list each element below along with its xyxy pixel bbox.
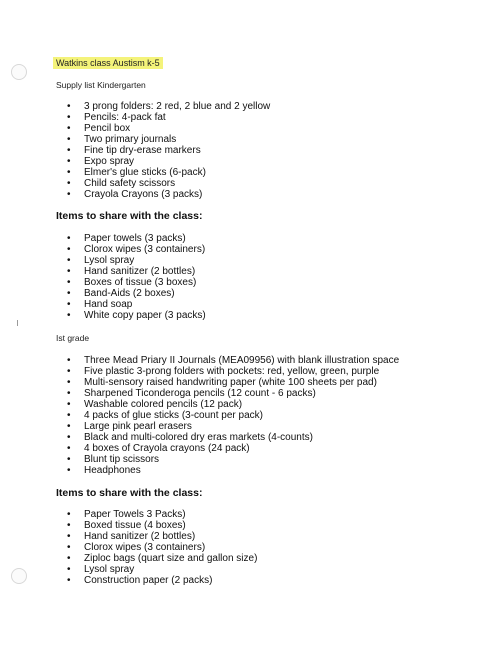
list-item: • Multi-sensory raised handwriting paper (white 100 sheets per pad)	[67, 377, 399, 388]
list-item: • 4 boxes of Crayola crayons (24 pack)	[67, 443, 399, 454]
list-item: • Paper Towels 3 Packs)	[67, 509, 257, 520]
list-item: • Five plastic 3-prong folders with pockets: red, yellow, green, purple	[67, 366, 399, 377]
list-item: • Elmer's glue sticks (6-pack)	[67, 167, 270, 178]
list-item: • Boxed tissue (4 boxes)	[67, 520, 257, 531]
list-item: • Ziploc bags (quart size and gallon size)	[67, 553, 257, 564]
kindergarten-label: Supply list Kindergarten	[56, 80, 146, 90]
list-item: • Headphones	[67, 465, 399, 476]
list-item: • Crayola Crayons (3 packs)	[67, 189, 270, 200]
list-item: • Three Mead Priary II Journals (MEA09956) with blank illustration space	[67, 355, 399, 366]
kindergarten-share-heading: Items to share with the class:	[56, 210, 203, 222]
first-grade-supply-list	[67, 355, 399, 476]
kindergarten-share-list	[67, 233, 206, 321]
list-item: • Fine tip dry-erase markers	[67, 145, 270, 156]
list-item: • Hand sanitizer (2 bottles)	[67, 531, 257, 542]
list-item: • Boxes of tissue (3 boxes)	[67, 277, 206, 288]
list-item: • Washable colored pencils (12 pack)	[67, 399, 399, 410]
list-item: • Pencils: 4-pack fat	[67, 112, 270, 123]
list-item: • Pencil box	[67, 123, 270, 134]
list-item: • Band-Aids (2 boxes)	[67, 288, 206, 299]
first-grade-share-list	[67, 509, 257, 586]
list-item: • 3 prong folders: 2 red, 2 blue and 2 yellow	[67, 101, 270, 112]
margin-mark	[17, 320, 18, 326]
list-item: • 4 packs of glue sticks (3-count per pack)	[67, 410, 399, 421]
list-item: • Two primary journals	[67, 134, 270, 145]
list-item: • Sharpened Ticonderoga pencils (12 count - 6 packs)	[67, 388, 399, 399]
list-item: • Clorox wipes (3 containers)	[67, 542, 257, 553]
binder-hole-bottom	[11, 568, 27, 584]
document-title: Watkins class Austism k-5	[53, 57, 163, 69]
list-item: • Lysol spray	[67, 255, 206, 266]
list-item: • Black and multi-colored dry eras markets (4-counts)	[67, 432, 399, 443]
kindergarten-supply-list	[67, 101, 270, 200]
list-item: • Large pink pearl erasers	[67, 421, 399, 432]
list-item: • White copy paper (3 packs)	[67, 310, 206, 321]
list-item: • Hand sanitizer (2 bottles)	[67, 266, 206, 277]
list-item: • Expo spray	[67, 156, 270, 167]
binder-hole-top	[11, 64, 27, 80]
first-grade-share-heading: Items to share with the class:	[56, 487, 203, 499]
list-item: • Construction paper (2 packs)	[67, 575, 257, 586]
list-item: • Hand soap	[67, 299, 206, 310]
list-item: • Blunt tip scissors	[67, 454, 399, 465]
list-item: • Child safety scissors	[67, 178, 270, 189]
first-grade-label: Ist grade	[56, 333, 90, 343]
list-item: • Clorox wipes (3 containers)	[67, 244, 206, 255]
list-item: • Paper towels (3 packs)	[67, 233, 206, 244]
list-item: • Lysol spray	[67, 564, 257, 575]
